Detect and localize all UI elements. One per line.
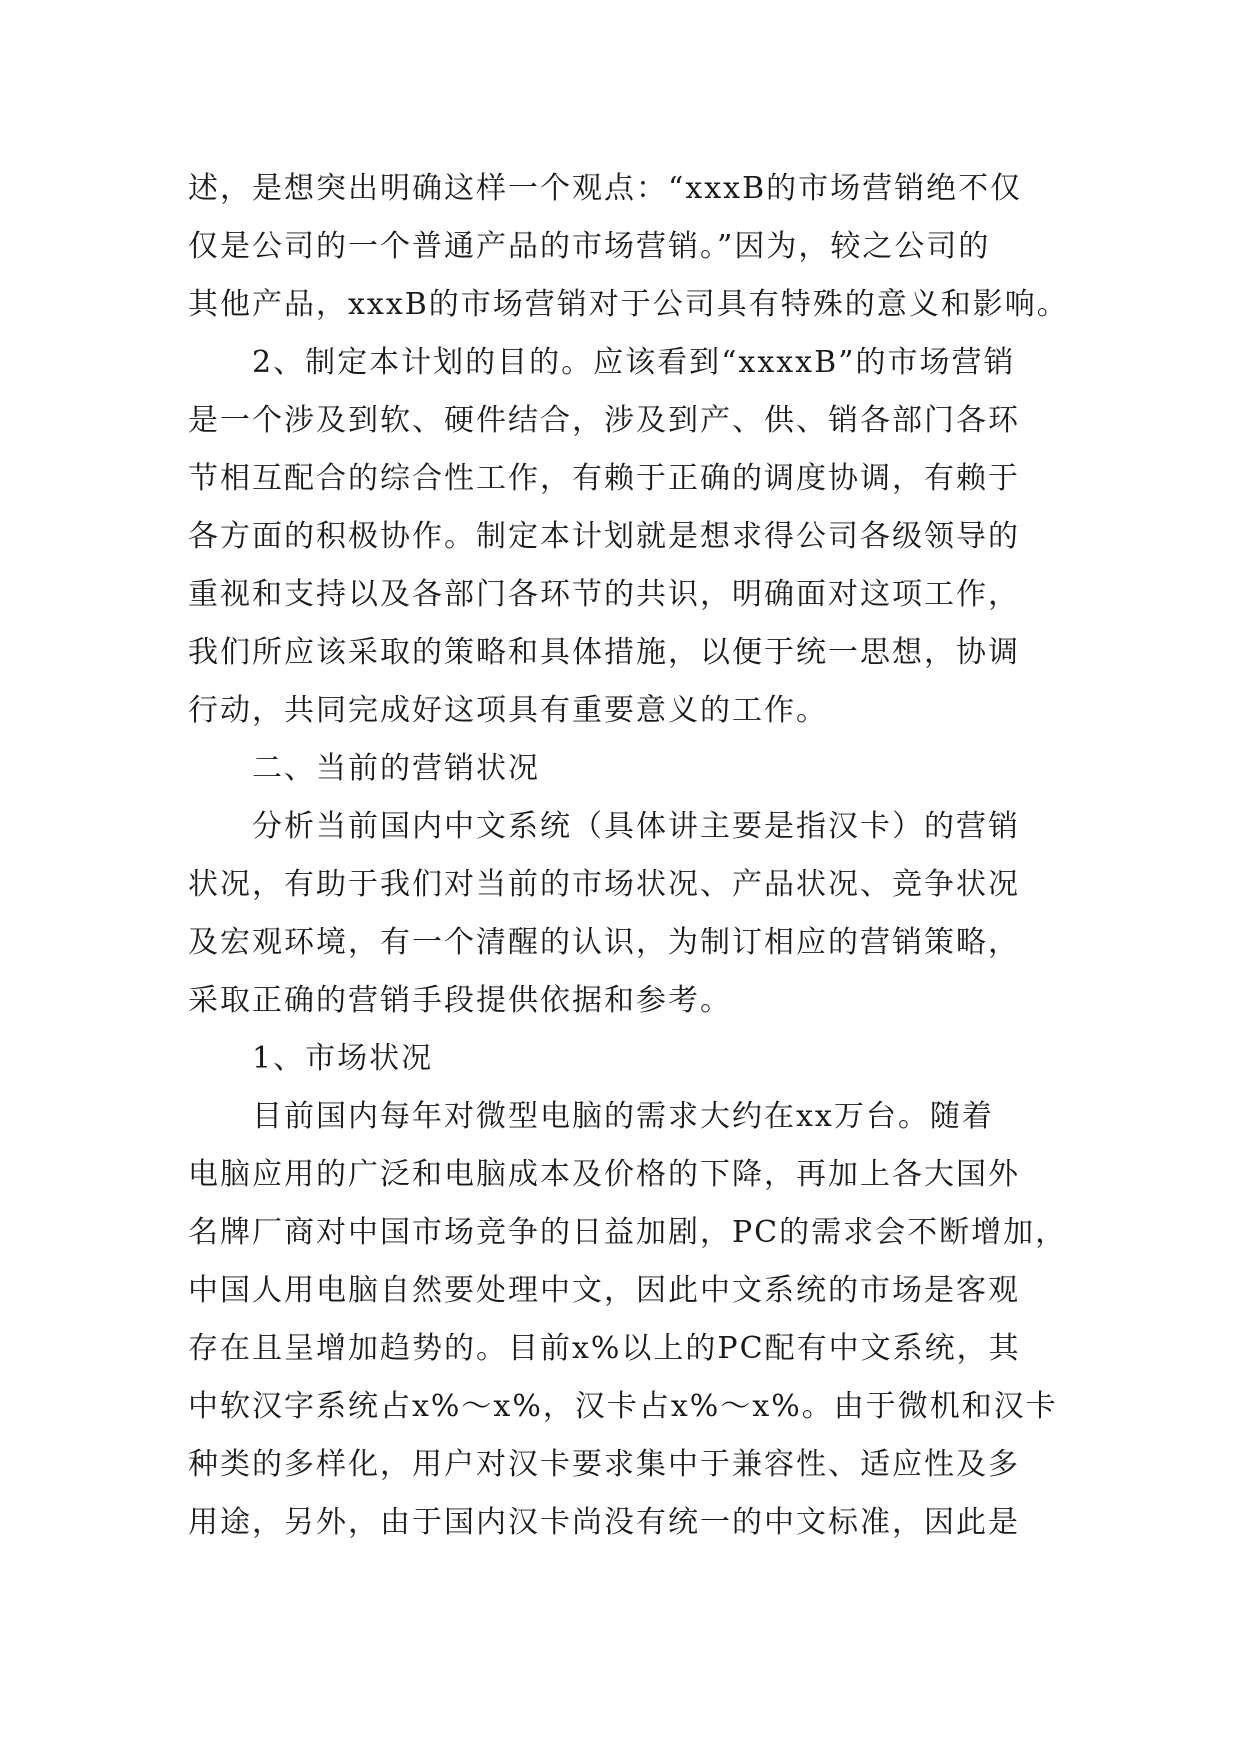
text-line: 存在且呈增加趋势的。目前x%以上的PC配有中文系统，其 xyxy=(188,1331,1021,1366)
paragraph-start-line: 分析当前国内中文系统（具体讲主要是指汉卡）的营销 xyxy=(252,809,1020,844)
paragraph-start-line: 目前国内每年对微型电脑的需求大约在xx万台。随着 xyxy=(252,1099,994,1134)
text-line: 中软汉字系统占x%～x%，汉卡占x%～x%。由于微机和汉卡 xyxy=(188,1389,1058,1424)
text-line: 其他产品，xxxB的市场营销对于公司具有特殊的意义和影响。 xyxy=(188,287,1069,322)
text-line: 我们所应该采取的策略和具体措施，以便于统一思想，协调 xyxy=(188,635,1020,670)
text-line: 采取正确的营销手段提供依据和参考。 xyxy=(188,983,732,1018)
subsection-heading: 1、市场状况 xyxy=(252,1041,434,1076)
body-text xyxy=(188,160,1069,1552)
text-line: 重视和支持以及各部门各环节的共识，明确面对这项工作， xyxy=(188,577,1020,612)
text-line: 及宏观环境，有一个清醒的认识，为制订相应的营销策略， xyxy=(188,925,1020,960)
text-line: 种类的多样化，用户对汉卡要求集中于兼容性、适应性及多 xyxy=(188,1447,1020,1482)
text-line: 名牌厂商对中国市场竞争的日益加剧，PC的需求会不断增加， xyxy=(188,1215,1068,1250)
paragraph-start-line: 2、制定本计划的目的。应该看到“xxxxB”的市场营销 xyxy=(252,345,1016,380)
text-line: 状况，有助于我们对当前的市场状况、产品状况、竞争状况 xyxy=(188,867,1020,902)
text-line: 是一个涉及到软、硬件结合，涉及到产、供、销各部门各环 xyxy=(188,403,1020,438)
text-line: 电脑应用的广泛和电脑成本及价格的下降，再加上各大国外 xyxy=(188,1157,1020,1192)
text-line: 用途，另外，由于国内汉卡尚没有统一的中文标准，因此是 xyxy=(188,1505,1020,1540)
text-line: 述，是想突出明确这样一个观点：“xxxB的市场营销绝不仅 xyxy=(188,171,1023,206)
section-heading: 二、当前的营销状况 xyxy=(252,751,540,786)
text-line: 各方面的积极协作。制定本计划就是想求得公司各级领导的 xyxy=(188,519,1020,554)
text-line: 仅是公司的一个普通产品的市场营销。”因为，较之公司的 xyxy=(188,229,991,264)
text-line: 中国人用电脑自然要处理中文，因此中文系统的市场是客观 xyxy=(188,1273,1020,1308)
text-line: 节相互配合的综合性工作，有赖于正确的调度协调，有赖于 xyxy=(188,461,1020,496)
text-line: 行动，共同完成好这项具有重要意义的工作。 xyxy=(188,693,828,728)
